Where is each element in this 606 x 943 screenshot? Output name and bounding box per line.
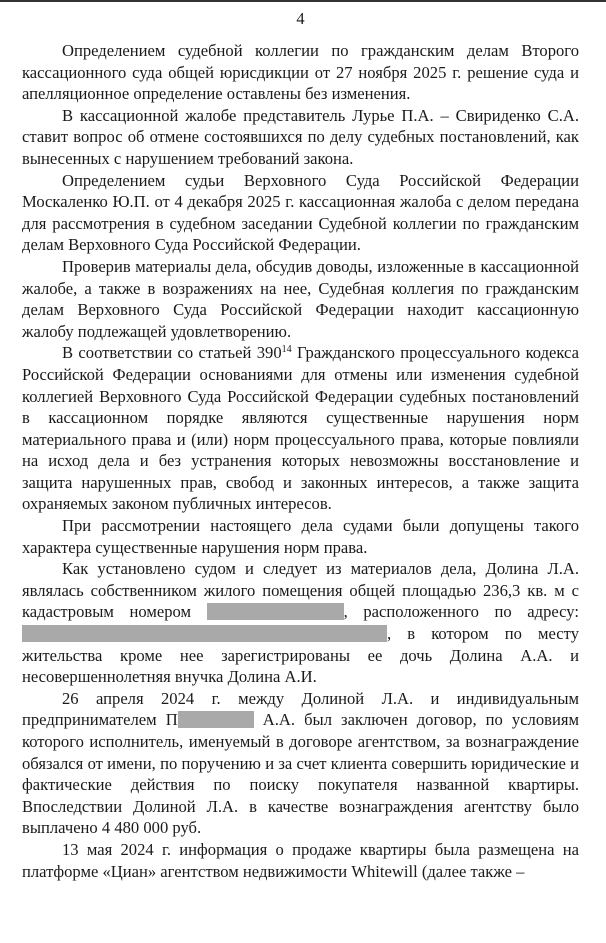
paragraph-2: В кассационной жалобе представитель Лурье П.А. – Свириденко С.А. ставит вопрос об отмене состоявшихся по делу судебных постановлений, как вынесенных с нарушением требований закона.: [22, 105, 579, 168]
redaction-cadastral-number: [207, 603, 344, 620]
paragraph-9: 13 мая 2024 г. информация о продаже квартиры была размещена на платформе «Циан» агентством недвижимости Whitewill (далее также –: [22, 839, 579, 881]
paragraph-4: Проверив материалы дела, обсудив доводы, изложенные в кассационной жалобе, а также в возражениях на нее, Судебная коллегия по гражданским делам Верховного Суда Российской Федерации находит кассационную жалобу подлежащей удовлетворению.: [22, 256, 579, 341]
page-number: 4: [296, 9, 305, 28]
paragraph-5-text-b: Гражданского процессуального кодекса Российской Федерации основаниями для отмены или изменения судебной коллегией Верховного Суда Российской Федерации судебных постановлений в кассационном порядке являются существенные нарушения норм материального права и (или) норм процессуального права, которые повлияли на исход дела и без устранения которых невозможны восстановление и защита нарушенных прав, свобод и законных интересов, а также защита охраняемых законом публичных интересов.: [22, 343, 579, 514]
redaction-surname: [178, 711, 254, 728]
paragraph-7-text-a: Как установлено судом и следует из материалов дела, Долина Л.А. являлась собственником жилого помещения общей площадью 236,3 кв. м с кадастровым номером: [22, 559, 579, 622]
paragraph-8-text-a: 26 апреля 2024 г. между Долиной Л.А. и индивидуальным предпринимателем П: [22, 688, 579, 730]
paragraph-8: [22, 688, 579, 839]
paragraph-7-text-c: , в котором по месту жительства кроме нее зарегистрированы ее дочь Долина А.А. и несовершеннолетняя внучка Долина А.И.: [22, 624, 579, 687]
paragraph-7: [22, 558, 579, 688]
paragraph-5-text-a: В соответствии со статьей 390: [62, 343, 282, 363]
paragraph-3: Определением судьи Верховного Суда Российской Федерации Москаленко Ю.П. от 4 декабря 2025 г. кассационная жалоба с делом передана для рассмотрения в судебном заседании Судебной коллегии по гражданским делам Верховного Суда Российской Федерации.: [22, 170, 579, 255]
redaction-address: [22, 625, 387, 642]
document-body: [22, 40, 579, 882]
top-border: [0, 0, 606, 2]
article-superscript: 14: [281, 344, 292, 356]
paragraph-7-text-b: , расположенного по адресу:: [343, 602, 579, 622]
paragraph-5: [22, 342, 579, 515]
paragraph-1: Определением судебной коллегии по гражданским делам Второго кассационного суда общей юрисдикции от 27 ноября 2025 г. решение суда и апелляционное определение оставлены без изменения.: [22, 41, 579, 104]
paragraph-6: При рассмотрении настоящего дела судами были допущены такого характера существенные нарушения норм права.: [22, 516, 579, 557]
paragraph-8-text-b: А.А. был заключен договор, по условиям которого исполнитель, именуемый в договоре агентством, за вознаграждение обязался от имени, по поручению и за счет клиента совершить юридические и фактические действия по поиску покупателя названной квартиры. Впоследствии Долиной Л.А. в качестве вознаграждения агентству было выплачено 4 480 000 руб.: [22, 710, 579, 838]
